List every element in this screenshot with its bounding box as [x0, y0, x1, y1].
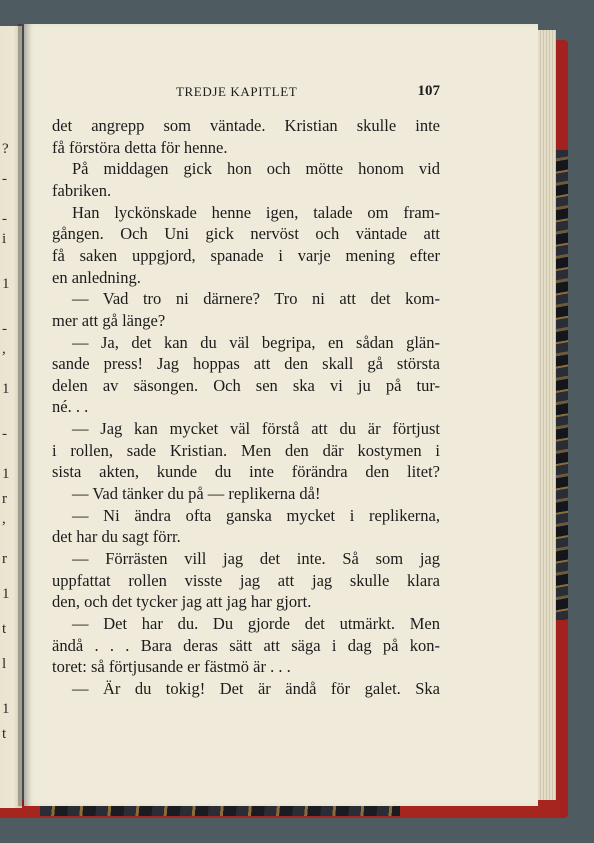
text-line: — Ja, det kan du väl begripa, en sådan glän- [72, 332, 440, 352]
facing-page-fragment: - [2, 211, 7, 227]
text-line: det har du sagt förr. [52, 527, 181, 547]
text-line: sande press! Jag hoppas att den skall gå största [52, 354, 440, 374]
text-line: få saken uppgjord, spanade i varje mening efter [52, 245, 440, 265]
bottom-marbled-edge [40, 806, 400, 816]
facing-page-fragment: 1 [2, 276, 10, 292]
text-line: få förstöra detta för henne. [52, 137, 228, 157]
text-line: — Förrästen vill jag det inte. Så som jag [72, 549, 440, 568]
text-line: delen av säsongen. Och sen ska vi ju på tur- [52, 375, 440, 395]
page-header [52, 84, 440, 104]
text-line: — Vad tänker du på — replikerna då! [72, 484, 321, 504]
text-line: — Jag kan mycket väl förstå att du är förtjust [72, 419, 440, 439]
text-line: — Det har du. Du gjorde det utmärkt. Men [72, 613, 440, 633]
facing-page-fragment: ? [2, 141, 9, 157]
facing-page-fragment: t [2, 621, 7, 637]
text-line: ändå . . . Bara deras sätt att säga i dag på kon- [52, 635, 440, 655]
running-head: TREDJE KAPITLET [176, 84, 298, 99]
text-line: På middagen gick hon och mötte honom vid [72, 159, 440, 179]
facing-page-fragment: r [2, 491, 7, 507]
text-line: mer att gå länge? [52, 310, 166, 330]
facing-page-fragment: i [2, 231, 7, 247]
spine-shadow [18, 24, 32, 806]
facing-page-fragment: , [2, 511, 6, 527]
text-line: den, och det tycker jag att jag har gjort. [52, 592, 312, 612]
facing-page-fragment: - [2, 321, 7, 337]
facing-page-fragment: - [2, 171, 7, 187]
facing-page-fragment: 1 [2, 466, 10, 482]
page-number: 107 [417, 83, 440, 99]
text-line: Han lyckönskade henne igen, talade om fram- [72, 202, 440, 222]
facing-page-fragment: - [2, 426, 7, 442]
text-line: — Ni ändra ofta ganska mycket i replikerna, [72, 505, 440, 525]
text-line: né. . . [52, 397, 89, 417]
text-line: — Är du tokig! Det är ändå för galet. Ska [72, 678, 440, 698]
facing-page-fragment: 1 [2, 586, 10, 602]
text-line: en anledning. [52, 267, 141, 287]
facing-page-fragment: r [2, 551, 7, 567]
facing-page-fragment: , [2, 341, 6, 357]
text-line: toret: så förtjusande er fästmö är . . . [52, 657, 291, 677]
text-line: fabriken. [52, 180, 112, 200]
text-line: i rollen, sade Kristian. Men den där kostymen i [52, 440, 440, 460]
facing-page-fragment: 1 [2, 701, 10, 717]
text-line: — Vad tro ni därnere? Tro ni att det kom- [72, 289, 440, 309]
facing-page-fragment: 1 [2, 381, 10, 397]
text-line: gången. Och Uni gick nervöst och väntade att [52, 224, 440, 244]
facing-page-fragment: l [2, 656, 7, 672]
text-line: sista akten, kunde du inte förändra den litet? [52, 462, 440, 482]
text-line: uppfattat rollen visste jag att jag skulle klara [52, 570, 440, 590]
facing-page-fragment: t [2, 726, 7, 742]
text-line: det angrepp som väntade. Kristian skulle inte [52, 116, 440, 135]
